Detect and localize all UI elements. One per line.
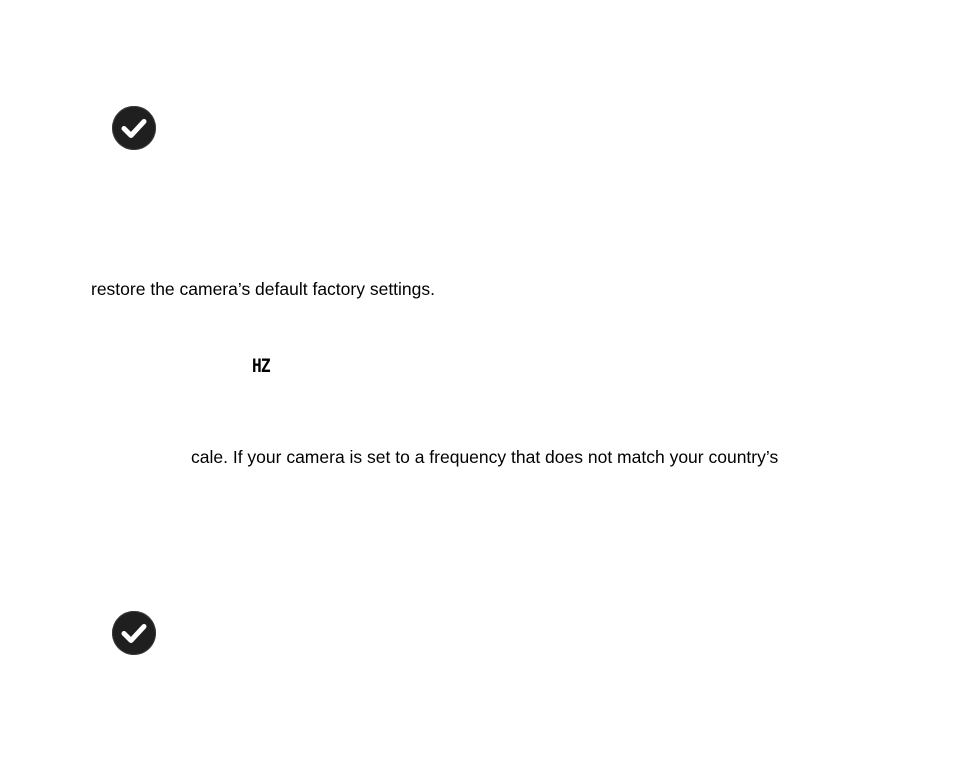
check-circle-icon	[112, 611, 156, 655]
check-circle-icon	[112, 106, 156, 150]
checkmark-glyph	[112, 611, 156, 655]
hz-icon: HZ	[252, 355, 270, 377]
checkmark-glyph	[112, 106, 156, 150]
frequency-description-text: cale. If your camera is set to a frequency that does not match your country’s	[191, 447, 779, 467]
reset-description-text: restore the camera’s default factory settings.	[91, 279, 436, 299]
